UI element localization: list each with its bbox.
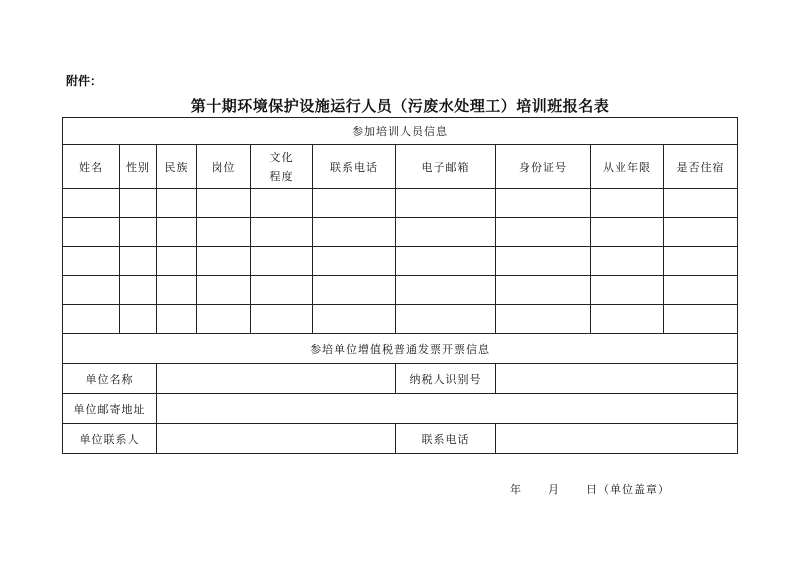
cell-ethnicity[interactable] (157, 305, 197, 334)
cell-years-experience[interactable] (591, 218, 664, 247)
cell-accommodation[interactable] (664, 218, 738, 247)
cell-years-experience[interactable] (591, 276, 664, 305)
cell-name[interactable] (63, 247, 120, 276)
cell-email[interactable] (396, 218, 496, 247)
unit-name-row (63, 364, 738, 394)
cell-ethnicity[interactable] (157, 189, 197, 218)
cell-ethnicity[interactable] (157, 247, 197, 276)
cell-position[interactable] (197, 276, 251, 305)
column-header-phone: 联系电话 (313, 145, 396, 189)
cell-education[interactable] (251, 276, 313, 305)
cell-education[interactable] (251, 305, 313, 334)
section-participants-header-row (63, 118, 738, 145)
cell-years-experience[interactable] (591, 247, 664, 276)
cell-education[interactable] (251, 218, 313, 247)
column-header-years-experience: 从业年限 (591, 145, 664, 189)
cell-id-number[interactable] (496, 189, 591, 218)
footer-month: 月 (548, 483, 560, 496)
mailing-address-label: 单位邮寄地址 (63, 394, 157, 424)
cell-gender[interactable] (120, 218, 157, 247)
footer-day-stamp: 日（单位盖章） (586, 483, 670, 496)
contact-phone-label: 联系电话 (396, 424, 496, 454)
unit-name-label: 单位名称 (63, 364, 157, 394)
cell-position[interactable] (197, 189, 251, 218)
contact-person-field[interactable] (157, 424, 396, 454)
cell-education[interactable] (251, 247, 313, 276)
cell-phone[interactable] (313, 189, 396, 218)
cell-email[interactable] (396, 276, 496, 305)
unit-name-field[interactable] (157, 364, 396, 394)
cell-position[interactable] (197, 305, 251, 334)
cell-phone[interactable] (313, 247, 396, 276)
column-header-id-number: 身份证号 (496, 145, 591, 189)
cell-email[interactable] (396, 247, 496, 276)
cell-phone[interactable] (313, 218, 396, 247)
column-header-email: 电子邮箱 (396, 145, 496, 189)
cell-id-number[interactable] (496, 305, 591, 334)
cell-accommodation[interactable] (664, 189, 738, 218)
section-invoice-header-row (63, 334, 738, 364)
contact-person-label: 单位联系人 (63, 424, 157, 454)
participant-row (63, 189, 738, 218)
cell-gender[interactable] (120, 305, 157, 334)
cell-years-experience[interactable] (591, 305, 664, 334)
participant-row (63, 276, 738, 305)
column-header-accommodation: 是否住宿 (664, 145, 738, 189)
cell-id-number[interactable] (496, 218, 591, 247)
cell-phone[interactable] (313, 276, 396, 305)
cell-phone[interactable] (313, 305, 396, 334)
cell-accommodation[interactable] (664, 276, 738, 305)
cell-name[interactable] (63, 276, 120, 305)
taxpayer-id-label: 纳税人识别号 (396, 364, 496, 394)
cell-gender[interactable] (120, 276, 157, 305)
column-header-row (63, 145, 738, 189)
cell-position[interactable] (197, 218, 251, 247)
cell-education[interactable] (251, 189, 313, 218)
column-header-education (251, 145, 313, 189)
cell-ethnicity[interactable] (157, 276, 197, 305)
cell-email[interactable] (396, 305, 496, 334)
participant-row (63, 247, 738, 276)
page-title: 第十期环境保护设施运行人员（污废水处理工）培训班报名表 (190, 97, 610, 115)
column-header-education-text: 文化程度 (269, 150, 294, 183)
cell-email[interactable] (396, 189, 496, 218)
cell-accommodation[interactable] (664, 305, 738, 334)
cell-name[interactable] (63, 189, 120, 218)
column-header-ethnicity: 民族 (157, 145, 197, 189)
cell-id-number[interactable] (496, 247, 591, 276)
column-header-gender: 性别 (120, 145, 157, 189)
footer-year: 年 (510, 483, 522, 496)
registration-form-table (62, 117, 738, 454)
cell-id-number[interactable] (496, 276, 591, 305)
taxpayer-id-field[interactable] (496, 364, 738, 394)
cell-name[interactable] (63, 218, 120, 247)
cell-name[interactable] (63, 305, 120, 334)
section-participants-title: 参加培训人员信息 (63, 118, 738, 145)
cell-years-experience[interactable] (591, 189, 664, 218)
participant-row (63, 218, 738, 247)
mailing-address-field[interactable] (157, 394, 738, 424)
date-stamp-line (510, 481, 670, 497)
contact-phone-field[interactable] (496, 424, 738, 454)
cell-gender[interactable] (120, 247, 157, 276)
attachment-label: 附件： (66, 74, 103, 88)
cell-ethnicity[interactable] (157, 218, 197, 247)
cell-gender[interactable] (120, 189, 157, 218)
contact-person-row (63, 424, 738, 454)
participant-row (63, 305, 738, 334)
cell-accommodation[interactable] (664, 247, 738, 276)
cell-position[interactable] (197, 247, 251, 276)
form-body (63, 118, 738, 454)
column-header-name: 姓名 (63, 145, 120, 189)
column-header-position: 岗位 (197, 145, 251, 189)
mailing-address-row (63, 394, 738, 424)
section-invoice-title: 参培单位增值税普通发票开票信息 (63, 334, 738, 364)
